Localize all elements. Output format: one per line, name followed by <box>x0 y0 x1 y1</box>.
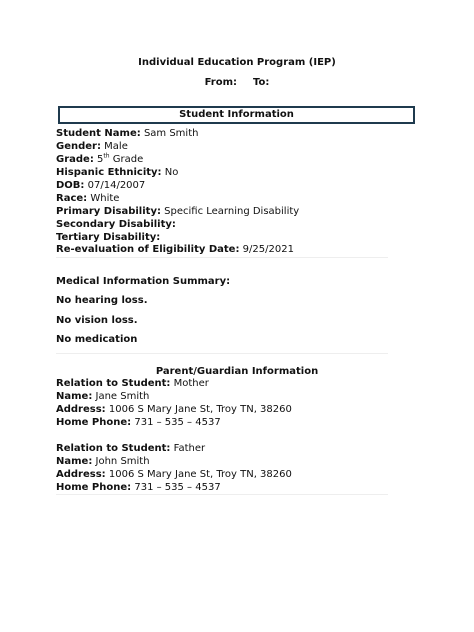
guardian-name-row <box>56 455 150 468</box>
guardian-address-row <box>56 403 292 416</box>
secondary-disability-row <box>56 218 176 231</box>
home-phone-value: 731 – 535 – 4537 <box>134 417 221 428</box>
medical-item: No hearing loss. <box>56 295 148 306</box>
from-label: From: <box>204 77 238 88</box>
medical-item: No medication <box>56 334 138 345</box>
home-phone-label: Home Phone: <box>56 482 132 493</box>
dob-label: DOB: <box>56 180 85 191</box>
guardian-address-row <box>56 468 292 481</box>
secondary-disability-label: Secondary Disability: <box>56 219 176 230</box>
student-name-value: Sam Smith <box>143 128 199 139</box>
guardian-name-label: Name: <box>56 391 93 402</box>
home-phone-label: Home Phone: <box>56 417 132 428</box>
guardian-name-value: John Smith <box>95 456 150 467</box>
gender-label: Gender: <box>56 141 101 152</box>
student-name-label: Student Name: <box>56 128 141 139</box>
grade-row <box>56 153 143 166</box>
dob-row <box>56 179 145 192</box>
relation-value: Father <box>173 443 206 454</box>
relation-label: Relation to Student: <box>56 443 171 454</box>
ethnicity-label: Hispanic Ethnicity: <box>56 167 162 178</box>
address-label: Address: <box>56 469 106 480</box>
guardian-name-value: Jane Smith <box>95 391 150 402</box>
primary-disability-row <box>56 205 299 218</box>
guardian-relation-row <box>56 442 205 455</box>
relation-label: Relation to Student: <box>56 378 171 389</box>
guardian-phone-row <box>56 481 221 494</box>
gender-value: Male <box>104 141 128 152</box>
grade-number: 5 <box>97 154 104 165</box>
dob-value: 07/14/2007 <box>87 180 146 191</box>
race-row <box>56 192 119 205</box>
grade-word: Grade <box>112 154 144 165</box>
medical-heading: Medical Information Summary: <box>56 276 231 287</box>
primary-disability-label: Primary Disability: <box>56 206 161 217</box>
student-name-row <box>56 127 198 140</box>
medical-item: No vision loss. <box>56 315 138 326</box>
ethnicity-value: No <box>164 167 179 178</box>
guardian-name-row <box>56 390 149 403</box>
from-to-line <box>0 76 474 89</box>
race-value: White <box>90 193 120 204</box>
grade-label: Grade: <box>56 154 94 165</box>
grade-suffix: th <box>103 152 110 160</box>
address-value: 1006 S Mary Jane St, Troy TN, 38260 <box>108 469 292 480</box>
address-label: Address: <box>56 404 106 415</box>
reevaluation-value: 9/25/2021 <box>242 244 294 255</box>
guardian-name-label: Name: <box>56 456 93 467</box>
gender-row <box>56 140 128 153</box>
guardian-relation-row <box>56 377 209 390</box>
parent-guardian-heading: Parent/Guardian Information <box>155 366 319 377</box>
relation-value: Mother <box>173 378 209 389</box>
section-divider <box>56 257 388 258</box>
address-value: 1006 S Mary Jane St, Troy TN, 38260 <box>108 404 292 415</box>
document-title: Individual Education Program (IEP) <box>138 57 336 68</box>
primary-disability-value: Specific Learning Disability <box>164 206 300 217</box>
guardian-phone-row <box>56 416 221 429</box>
to-label: To: <box>253 77 270 88</box>
reevaluation-row <box>56 243 294 256</box>
section-divider <box>56 353 388 354</box>
ethnicity-row <box>56 166 178 179</box>
reevaluation-label: Re-evaluation of Eligibility Date: <box>56 244 240 255</box>
student-information-heading: Student Information <box>58 106 415 124</box>
section-divider <box>56 494 388 495</box>
home-phone-value: 731 – 535 – 4537 <box>134 482 221 493</box>
race-label: Race: <box>56 193 88 204</box>
tertiary-disability-label: Tertiary Disability: <box>56 232 161 243</box>
